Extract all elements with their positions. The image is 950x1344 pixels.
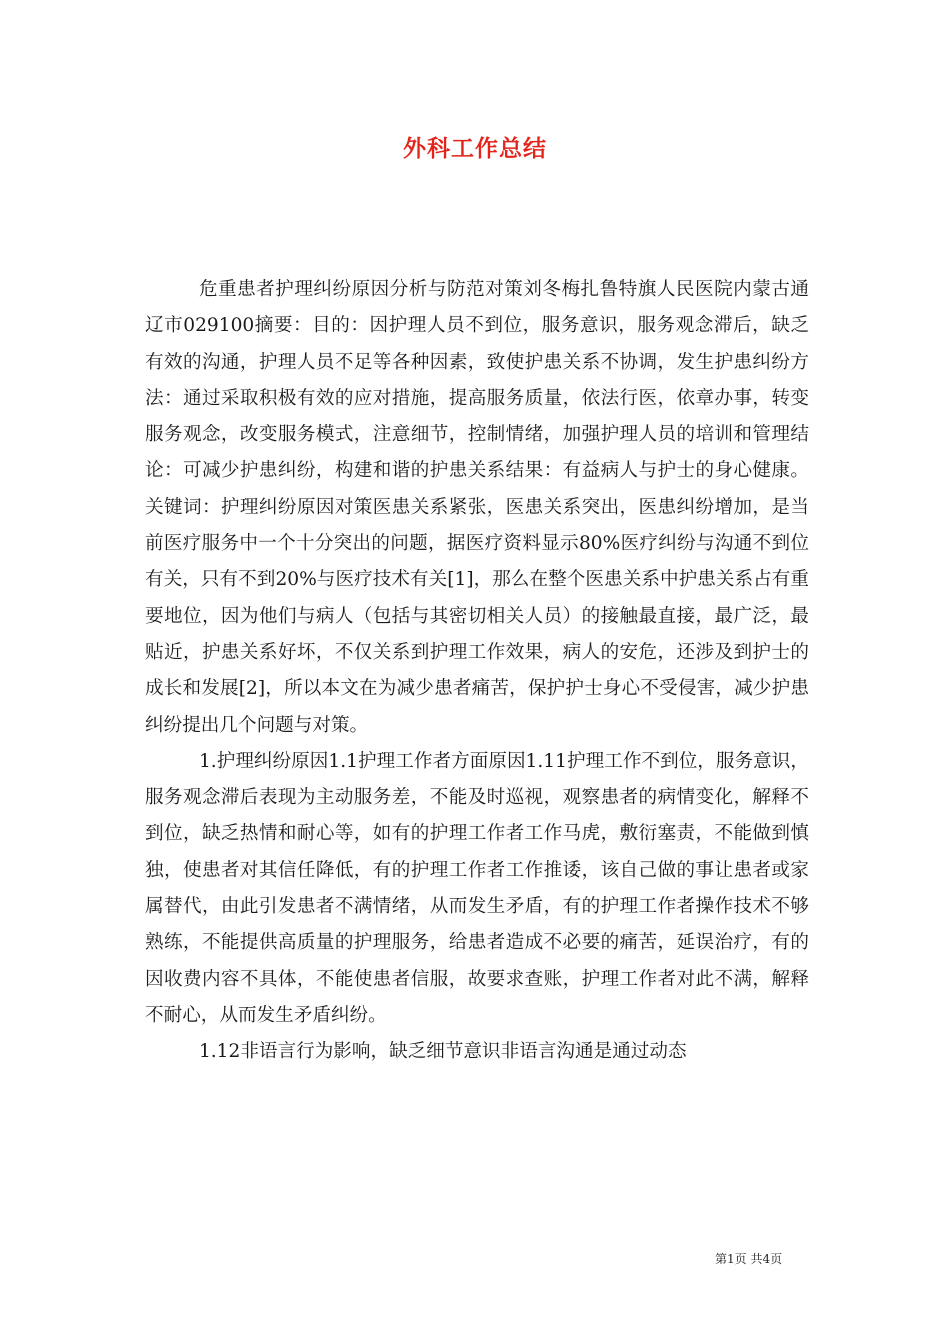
document-body <box>145 272 809 1071</box>
document-title: 外科工作总结 <box>403 136 547 162</box>
paragraph-1: 危重患者护理纠纷原因分析与防范对策刘冬梅扎鲁特旗人民医院内蒙古通辽市029100摘要：目的：因护理人员不到位，服务意识，服务观念滞后，缺乏有效的沟通，护理人员不足等各种因素，致使护患关系不协调，发生护患纠纷方法：通过采取积极有效的应对措施，提高服务质量，依法行医，依章办事，转变服务观念，改变服务模式，注意细节，控制情绪，加强护理人员的培训和管理结论：可减少护患纠纷，构建和谐的护患关系结果：有益病人与护士的身心健康。关键词：护理纠纷原因对策医患关系紧张，医患关系突出，医患纠纷增加，是当前医疗服务中一个十分突出的问题，据医疗资料显示80%医疗纠纷与沟通不到位有关，只有不到20%与医疗技术有关[1]，那么在整个医患关系中护患关系占有重要地位，因为他们与病人（包括与其密切相关人员）的接触最直接，最广泛，最贴近，护患关系好坏，不仅关系到护理工作效果，病人的安危，还涉及到护士的成长和发展[2]，所以本文在为减少患者痛苦，保护护士身心不受侵害，减少护患纠纷提出几个问题与对策。 <box>145 279 809 736</box>
page-number-footer: 第1页 共4页 <box>715 1252 783 1266</box>
paragraph-3: 1.12非语言行为影响，缺乏细节意识非语言沟通是通过动态 <box>198 1041 687 1063</box>
paragraph-2: 1.护理纠纷原因1.1护理工作者方面原因1.11护理工作不到位，服务意识，服务观念滞后表现为主动服务差，不能及时巡视，观察患者的病情变化，解释不到位，缺乏热情和耐心等，如有的护理工作者工作马虎，敷衍塞责，不能做到慎独，使患者对其信任降低，有的护理工作者工作推诿，该自己做的事让患者或家属替代，由此引发患者不满情绪，从而发生矛盾，有的护理工作者操作技术不够熟练，不能提供高质量的护理服务，给患者造成不必要的痛苦，延误治疗，有的因收费内容不具体，不能使患者信服，故要求查账，护理工作者对此不满，解释不耐心，从而发生矛盾纠纷。 <box>145 750 809 1026</box>
